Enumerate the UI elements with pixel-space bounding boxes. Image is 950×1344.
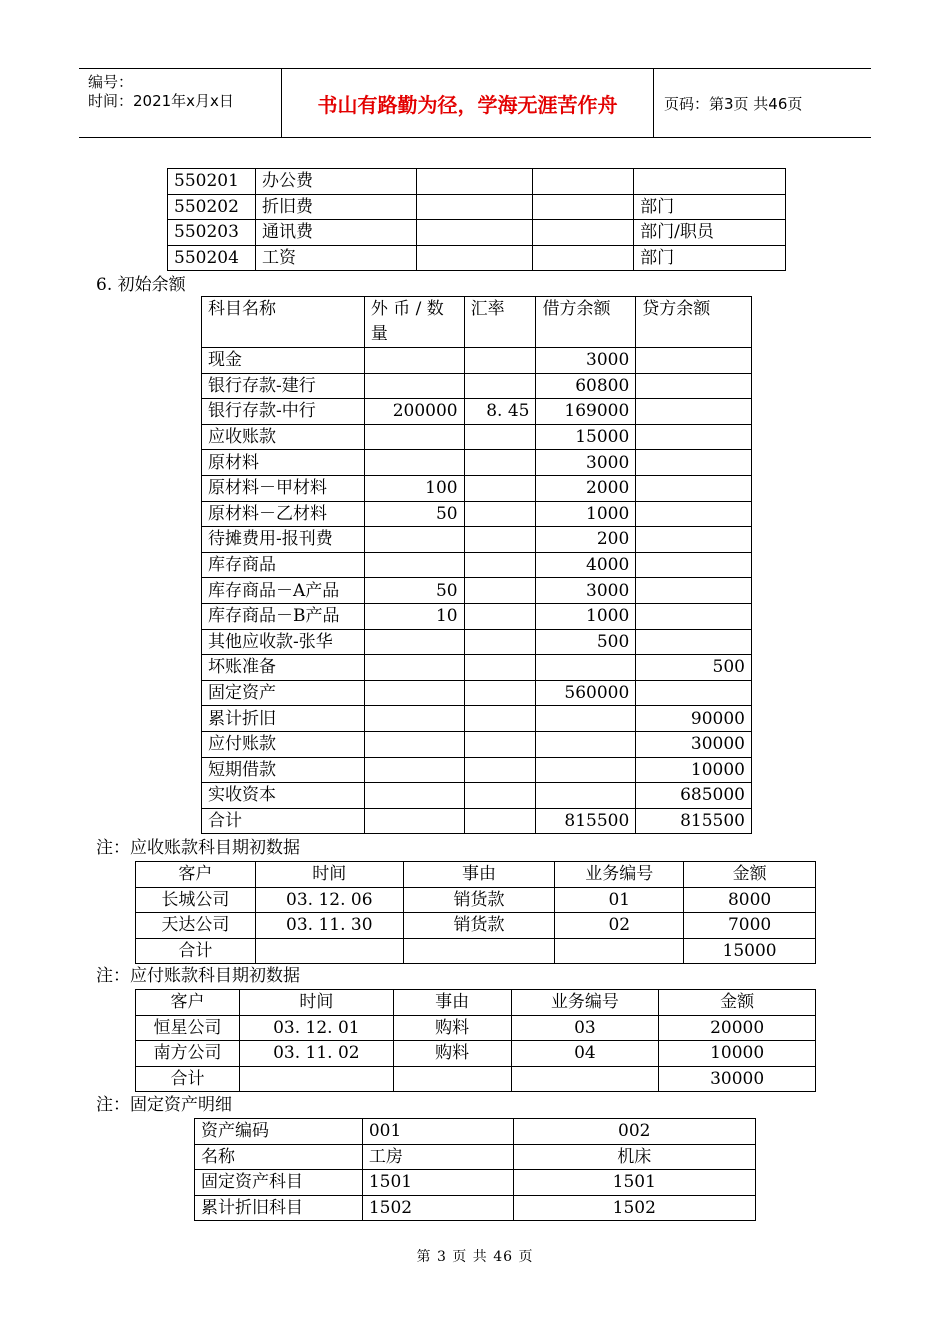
table-row <box>136 1015 816 1041</box>
header-debit: 借方余额 <box>536 297 636 348</box>
balance-fx-qty <box>364 757 464 783</box>
balance-rate <box>464 527 536 553</box>
balance-account-name: 应收账款 <box>202 424 365 450</box>
receivable-title: 注：应收账款科目期初数据 <box>96 838 300 858</box>
table-row <box>202 450 752 476</box>
balance-fx-qty: 50 <box>364 578 464 604</box>
account-code: 550202 <box>168 194 256 220</box>
account-aux: 部门 <box>634 194 786 220</box>
payable-customer: 恒星公司 <box>136 1015 240 1041</box>
table-row <box>202 783 752 809</box>
balance-credit <box>636 501 752 527</box>
balance-debit <box>536 731 636 757</box>
balance-rate <box>464 501 536 527</box>
page-header <box>79 68 871 138</box>
balance-fx-qty <box>364 783 464 809</box>
balance-debit: 169000 <box>536 399 636 425</box>
balance-fx-qty <box>364 450 464 476</box>
balance-debit: 15000 <box>536 424 636 450</box>
table-row <box>202 603 752 629</box>
table-row <box>202 706 752 732</box>
payable-title: 注：应付账款科目期初数据 <box>96 966 300 986</box>
header-account-name: 科目名称 <box>202 297 365 348</box>
balance-rate <box>464 808 536 834</box>
table-row <box>202 527 752 553</box>
balance-credit <box>636 578 752 604</box>
receivable-time: 03. 12. 06 <box>255 887 403 913</box>
balance-account-name: 实收资本 <box>202 783 365 809</box>
receivable-code: 01 <box>555 887 684 913</box>
balance-credit <box>636 552 752 578</box>
balance-debit: 200 <box>536 527 636 553</box>
balance-rate <box>464 783 536 809</box>
balance-rate <box>464 348 536 374</box>
section-6-title: 6. 初始余额 <box>96 275 186 295</box>
payable-amount: 30000 <box>659 1066 816 1092</box>
account-cell <box>533 245 634 271</box>
table-row <box>136 938 816 964</box>
balance-debit: 1000 <box>536 501 636 527</box>
table-row <box>202 373 752 399</box>
balance-account-name: 应付账款 <box>202 731 365 757</box>
balance-debit: 3000 <box>536 450 636 476</box>
payable-code: 04 <box>511 1041 659 1067</box>
balance-fx-qty <box>364 655 464 681</box>
balance-rate <box>464 424 536 450</box>
receivable-code <box>555 938 684 964</box>
fixed-asset-002: 1502 <box>513 1195 755 1221</box>
receivable-time <box>255 938 403 964</box>
balance-fx-qty <box>364 808 464 834</box>
payable-time: 03. 11. 02 <box>239 1041 393 1067</box>
balance-rate <box>464 450 536 476</box>
table-row <box>195 1195 756 1221</box>
account-cell <box>416 194 533 220</box>
balance-credit <box>636 399 752 425</box>
balance-debit <box>536 706 636 732</box>
table-row <box>195 1170 756 1196</box>
fixed-asset-001: 工房 <box>362 1144 513 1170</box>
balance-account-name: 库存商品 <box>202 552 365 578</box>
balance-fx-qty <box>364 680 464 706</box>
opening-balance-table <box>201 296 752 834</box>
payable-reason: 购料 <box>393 1041 511 1067</box>
balance-credit: 90000 <box>636 706 752 732</box>
receivable-reason: 销货款 <box>403 887 555 913</box>
balance-fx-qty <box>364 731 464 757</box>
receivable-header-amount: 金额 <box>684 862 816 888</box>
table-row <box>202 501 752 527</box>
account-cell <box>416 245 533 271</box>
balance-credit: 10000 <box>636 757 752 783</box>
balance-fx-qty <box>364 424 464 450</box>
table-row <box>168 245 786 271</box>
table-row <box>202 629 752 655</box>
table-row <box>202 578 752 604</box>
balance-debit <box>536 783 636 809</box>
table-row <box>168 194 786 220</box>
balance-fx-qty <box>364 706 464 732</box>
receivable-time: 03. 11. 30 <box>255 913 403 939</box>
account-cell <box>416 169 533 195</box>
receivable-amount: 8000 <box>684 887 816 913</box>
balance-rate <box>464 731 536 757</box>
balance-debit: 3000 <box>536 578 636 604</box>
receivable-amount: 15000 <box>684 938 816 964</box>
time-label: 时间：2021年x月x日 <box>88 92 234 110</box>
fixed-asset-001: 001 <box>362 1119 513 1145</box>
receivable-header-reason: 事由 <box>403 862 555 888</box>
page-info: 页码：第3页 共46页 <box>664 94 803 113</box>
opening-balance-header-row <box>202 297 752 348</box>
account-name: 工资 <box>255 245 416 271</box>
account-aux <box>634 169 786 195</box>
payable-code <box>511 1066 659 1092</box>
balance-credit: 500 <box>636 655 752 681</box>
payable-header-customer: 客户 <box>136 990 240 1016</box>
balance-fx-qty <box>364 552 464 578</box>
balance-debit <box>536 655 636 681</box>
table-row <box>136 1041 816 1067</box>
balance-rate <box>464 475 536 501</box>
balance-fx-qty <box>364 527 464 553</box>
balance-credit: 30000 <box>636 731 752 757</box>
balance-fx-qty <box>364 373 464 399</box>
payable-reason: 购料 <box>393 1015 511 1041</box>
balance-credit <box>636 348 752 374</box>
fixed-asset-label: 名称 <box>195 1144 363 1170</box>
balance-fx-qty: 10 <box>364 603 464 629</box>
serial-label: 编号： <box>88 73 134 91</box>
account-cell <box>533 220 634 246</box>
account-name: 通讯费 <box>255 220 416 246</box>
fixed-asset-001: 1501 <box>362 1170 513 1196</box>
payable-amount: 20000 <box>659 1015 816 1041</box>
payable-table <box>135 989 816 1092</box>
payable-header-time: 时间 <box>239 990 393 1016</box>
balance-credit <box>636 424 752 450</box>
table-row <box>202 808 752 834</box>
balance-debit: 500 <box>536 629 636 655</box>
balance-account-name: 坏账准备 <box>202 655 365 681</box>
balance-credit <box>636 680 752 706</box>
balance-account-name: 累计折旧 <box>202 706 365 732</box>
balance-credit: 685000 <box>636 783 752 809</box>
balance-account-name: 待摊费用-报刊费 <box>202 527 365 553</box>
receivable-header-customer: 客户 <box>136 862 256 888</box>
balance-debit: 815500 <box>536 808 636 834</box>
table-row <box>202 475 752 501</box>
table-row <box>136 887 816 913</box>
balance-account-name: 固定资产 <box>202 680 365 706</box>
fixed-assets-table <box>194 1118 756 1221</box>
account-code: 550201 <box>168 169 256 195</box>
balance-credit: 815500 <box>636 808 752 834</box>
balance-credit <box>636 450 752 476</box>
table-row <box>202 731 752 757</box>
balance-fx-qty: 50 <box>364 501 464 527</box>
balance-account-name: 原材料－甲材料 <box>202 475 365 501</box>
table-row <box>202 424 752 450</box>
payable-customer: 合计 <box>136 1066 240 1092</box>
fixed-assets-title: 注：固定资产明细 <box>96 1095 232 1115</box>
payable-reason <box>393 1066 511 1092</box>
balance-fx-qty <box>364 629 464 655</box>
balance-credit <box>636 527 752 553</box>
receivable-customer: 合计 <box>136 938 256 964</box>
balance-account-name: 现金 <box>202 348 365 374</box>
balance-rate <box>464 603 536 629</box>
balance-rate <box>464 578 536 604</box>
table-row <box>136 913 816 939</box>
payable-header-code: 业务编号 <box>511 990 659 1016</box>
balance-account-name: 合计 <box>202 808 365 834</box>
balance-rate <box>464 655 536 681</box>
receivable-amount: 7000 <box>684 913 816 939</box>
balance-fx-qty: 200000 <box>364 399 464 425</box>
fixed-asset-label: 固定资产科目 <box>195 1170 363 1196</box>
fixed-asset-002: 002 <box>513 1119 755 1145</box>
account-cell <box>533 194 634 220</box>
balance-credit <box>636 475 752 501</box>
balance-account-name: 原材料 <box>202 450 365 476</box>
balance-credit <box>636 373 752 399</box>
balance-rate: 8. 45 <box>464 399 536 425</box>
table-row <box>136 1066 816 1092</box>
balance-account-name: 其他应收款-张华 <box>202 629 365 655</box>
fixed-asset-002: 机床 <box>513 1144 755 1170</box>
account-aux: 部门/职员 <box>634 220 786 246</box>
table-row <box>202 348 752 374</box>
table-row <box>195 1144 756 1170</box>
account-name: 折旧费 <box>255 194 416 220</box>
fixed-asset-label: 资产编码 <box>195 1119 363 1145</box>
account-code: 550204 <box>168 245 256 271</box>
balance-rate <box>464 373 536 399</box>
table-row <box>168 220 786 246</box>
payable-header-amount: 金额 <box>659 990 816 1016</box>
table-row <box>202 399 752 425</box>
fixed-asset-001: 1502 <box>362 1195 513 1221</box>
payable-time <box>239 1066 393 1092</box>
table-row <box>202 680 752 706</box>
receivable-header-time: 时间 <box>255 862 403 888</box>
page-footer: 第 3 页 共 46 页 <box>416 1249 534 1265</box>
balance-account-name: 短期借款 <box>202 757 365 783</box>
receivable-customer: 天达公司 <box>136 913 256 939</box>
receivable-header-row <box>136 862 816 888</box>
balance-rate <box>464 629 536 655</box>
payable-time: 03. 12. 01 <box>239 1015 393 1041</box>
receivable-table <box>135 861 816 964</box>
balance-rate <box>464 706 536 732</box>
balance-debit: 4000 <box>536 552 636 578</box>
receivable-reason: 销货款 <box>403 913 555 939</box>
balance-debit: 3000 <box>536 348 636 374</box>
table-row <box>168 169 786 195</box>
account-code-table <box>167 168 786 271</box>
balance-credit <box>636 629 752 655</box>
table-row <box>195 1119 756 1145</box>
receivable-customer: 长城公司 <box>136 887 256 913</box>
balance-account-name: 银行存款-中行 <box>202 399 365 425</box>
balance-fx-qty <box>364 348 464 374</box>
balance-debit <box>536 757 636 783</box>
header-left-cell <box>79 69 282 137</box>
receivable-header-code: 业务编号 <box>555 862 684 888</box>
account-cell <box>416 220 533 246</box>
balance-debit: 1000 <box>536 603 636 629</box>
balance-rate <box>464 757 536 783</box>
balance-debit: 560000 <box>536 680 636 706</box>
balance-debit: 2000 <box>536 475 636 501</box>
header-credit: 贷方余额 <box>636 297 752 348</box>
balance-account-name: 库存商品－A产品 <box>202 578 365 604</box>
motto: 书山有路勤为径，学海无涯苦作舟 <box>282 69 654 137</box>
receivable-reason <box>403 938 555 964</box>
fixed-asset-002: 1501 <box>513 1170 755 1196</box>
balance-debit: 60800 <box>536 373 636 399</box>
balance-account-name: 库存商品－B产品 <box>202 603 365 629</box>
balance-account-name: 银行存款-建行 <box>202 373 365 399</box>
account-aux: 部门 <box>634 245 786 271</box>
balance-account-name: 原材料－乙材料 <box>202 501 365 527</box>
balance-rate <box>464 680 536 706</box>
balance-credit <box>636 603 752 629</box>
payable-amount: 10000 <box>659 1041 816 1067</box>
balance-fx-qty: 100 <box>364 475 464 501</box>
table-row <box>202 552 752 578</box>
fixed-asset-label: 累计折旧科目 <box>195 1195 363 1221</box>
payable-customer: 南方公司 <box>136 1041 240 1067</box>
payable-code: 03 <box>511 1015 659 1041</box>
table-row <box>202 655 752 681</box>
table-row <box>202 757 752 783</box>
payable-header-reason: 事由 <box>393 990 511 1016</box>
balance-rate <box>464 552 536 578</box>
header-fx-qty: 外 币 / 数 量 <box>364 297 464 348</box>
account-cell <box>533 169 634 195</box>
account-name: 办公费 <box>255 169 416 195</box>
account-code: 550203 <box>168 220 256 246</box>
payable-header-row <box>136 990 816 1016</box>
header-rate: 汇率 <box>464 297 536 348</box>
receivable-code: 02 <box>555 913 684 939</box>
